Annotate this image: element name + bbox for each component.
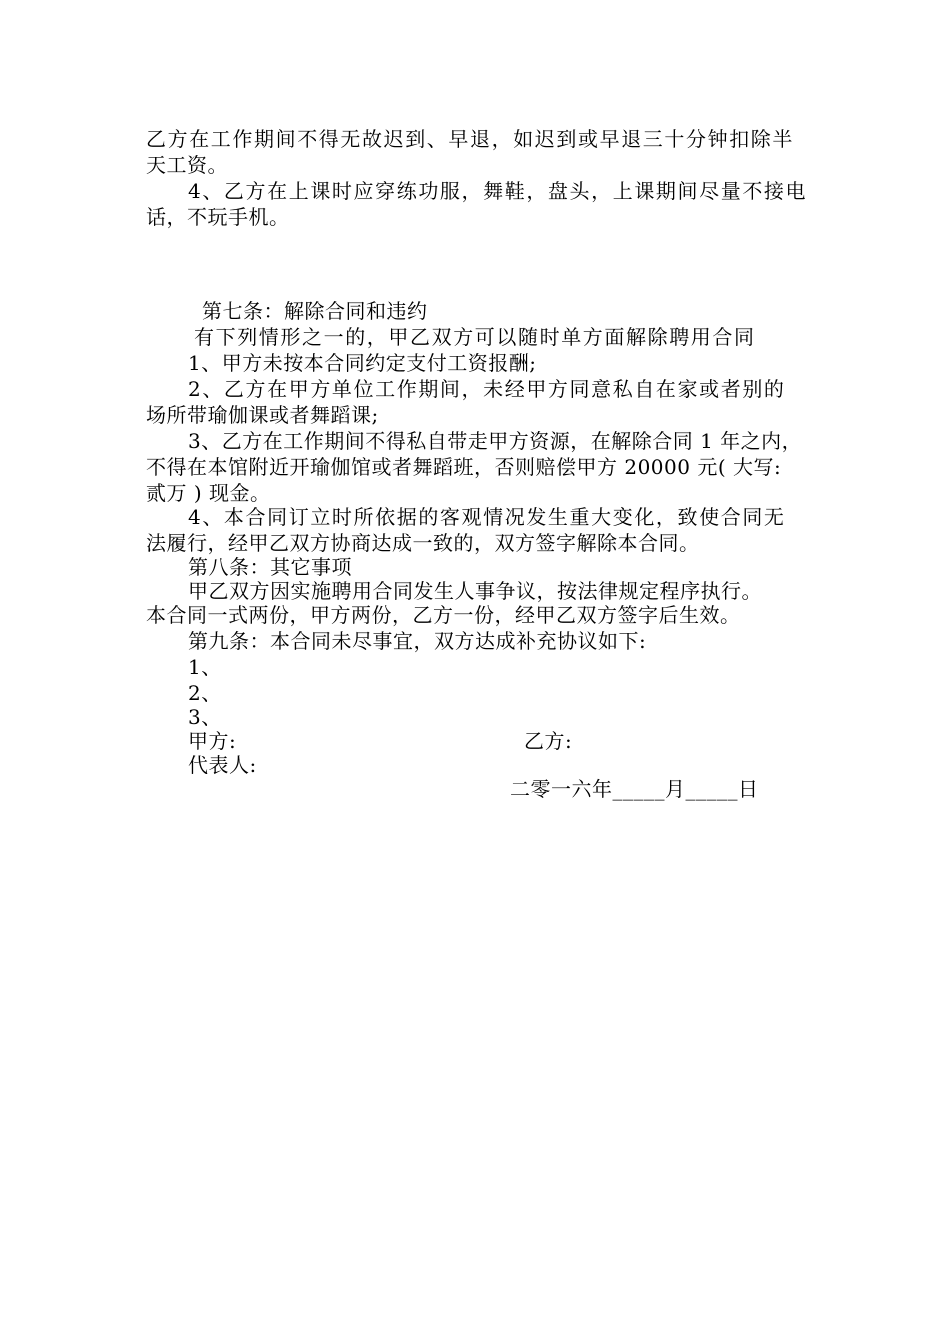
representative-label: 代表人: (188, 753, 257, 777)
section-7-item-3-line-1: 3、乙方在工作期间不得私自带走甲方资源，在解除合同 1 年之内， (188, 429, 803, 453)
section-8-line-2: 本合同一式两份，甲方两份，乙方一份，经甲乙双方签字后生效。 (146, 603, 741, 627)
section-9-item-3: 3、 (188, 705, 222, 729)
party-a-label: 甲方: (188, 729, 237, 753)
section-8-line-1: 甲乙双方因实施聘用合同发生人事争议，按法律规定程序执行。 (188, 579, 762, 603)
section-7-heading: 第七条：解除合同和违约 (202, 299, 428, 323)
section-7-item-4-line-2: 法履行，经甲乙双方协商达成一致的，双方签字解除本合同。 (146, 531, 700, 555)
section-7-item-2-line-2: 场所带瑜伽课或者舞蹈课; (146, 403, 379, 427)
section-9-heading: 第九条：本合同未尽事宜，双方达成补充协议如下: (188, 629, 647, 653)
section-8-heading: 第八条：其它事项 (188, 555, 352, 579)
section-7-item-4-line-1: 4、本合同订立时所依据的客观情况发生重大变化，致使合同无 (188, 505, 786, 529)
section-7-item-3-line-3: 贰万 ) 现金。 (146, 481, 271, 505)
clause-6-3-line-1: 乙方在工作期间不得无故迟到、早退，如迟到或早退三十分钟扣除半 (146, 127, 794, 151)
section-9-item-2: 2、 (188, 681, 222, 705)
party-b-label: 乙方: (524, 729, 573, 753)
section-7-item-1: 1、甲方未按本合同约定支付工资报酬; (188, 351, 537, 375)
section-7-intro: 有下列情形之一的，甲乙双方可以随时单方面解除聘用合同 (194, 325, 756, 349)
section-9-item-1: 1、 (188, 655, 222, 679)
clause-6-4-line-1: 4、乙方在上课时应穿练功服，舞鞋，盘头，上课期间尽量不接电 (188, 179, 808, 203)
section-7-item-2-line-1: 2、乙方在甲方单位工作期间，未经甲方同意私自在家或者别的 (188, 377, 786, 401)
clause-6-4-line-2: 话，不玩手机。 (146, 205, 290, 229)
clause-6-3-line-2: 天工资。 (146, 153, 228, 177)
section-7-item-3-line-2: 不得在本馆附近开瑜伽馆或者舞蹈班，否则赔偿甲方 20000 元( 大写: (146, 455, 782, 479)
signing-date: 二零一六年_____月_____日 (510, 777, 759, 801)
